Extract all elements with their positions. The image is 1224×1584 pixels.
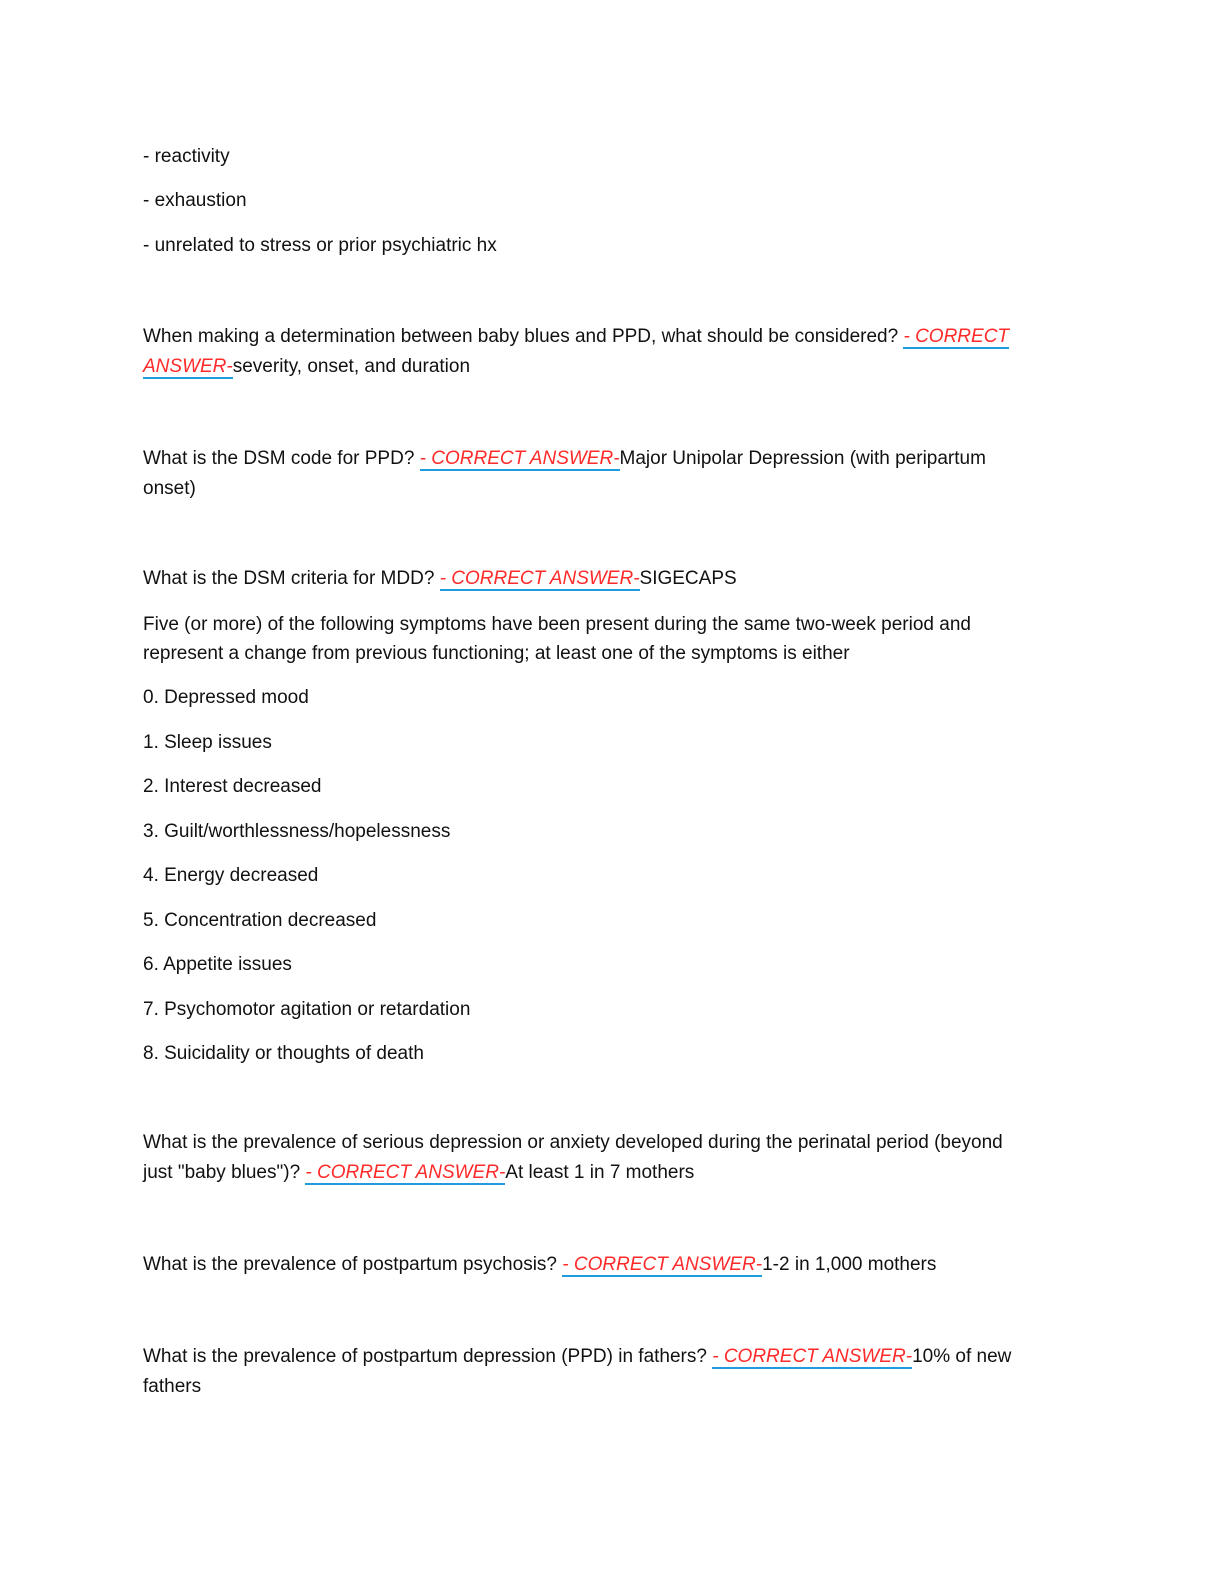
question-text: just "baby blues")? — [143, 1162, 301, 1183]
bullet-item: - exhaustion — [143, 190, 247, 211]
question-text: When making a determination between baby blues and PPD, what should be considered? — [143, 326, 899, 347]
question-6 — [143, 1342, 1011, 1372]
answer-text: severity, onset, and duration — [232, 356, 471, 377]
question-1-answer-line — [143, 352, 470, 382]
bullet-item: - unrelated to stress or prior psychiatric hx — [143, 235, 497, 256]
question-4-line-2 — [143, 1158, 694, 1188]
question-text: What is the DSM criteria for MDD? — [143, 568, 435, 589]
question-text: What is the prevalence of postpartum psychosis? — [143, 1254, 557, 1275]
answer-text: SIGECAPS — [639, 568, 737, 589]
answer-continuation: onset) — [143, 478, 196, 499]
question-text: What is the prevalence of postpartum depression (PPD) in fathers? — [143, 1346, 707, 1367]
criteria-item: 4. Energy decreased — [143, 865, 319, 886]
question-5 — [143, 1250, 936, 1280]
criteria-item: 8. Suicidality or thoughts of death — [143, 1043, 424, 1064]
criteria-item: 0. Depressed mood — [143, 687, 309, 708]
criteria-item: 7. Psychomotor agitation or retardation — [143, 999, 471, 1020]
criteria-paragraph-line: Five (or more) of the following symptoms have been present during the same two-week period and — [143, 614, 971, 635]
correct-answer-marker: - CORRECT ANSWER- — [439, 568, 640, 589]
criteria-item: 1. Sleep issues — [143, 732, 272, 753]
correct-answer-marker: - CORRECT — [903, 326, 1010, 347]
answer-text: At least 1 in 7 mothers — [505, 1162, 695, 1183]
correct-answer-marker: ANSWER- — [143, 356, 233, 377]
question-1 — [143, 322, 1009, 352]
answer-text: Major Unipolar Depression (with peripartum — [619, 448, 986, 469]
criteria-item: 2. Interest decreased — [143, 776, 322, 797]
question-3 — [143, 564, 737, 594]
answer-continuation: fathers — [143, 1376, 202, 1397]
criteria-item: 5. Concentration decreased — [143, 910, 377, 931]
criteria-item: 6. Appetite issues — [143, 954, 292, 975]
correct-answer-marker: - CORRECT ANSWER- — [419, 448, 620, 469]
criteria-paragraph-line: represent a change from previous functioning; at least one of the symptoms is either — [143, 643, 850, 664]
question-text: What is the DSM code for PPD? — [143, 448, 415, 469]
answer-text: 1-2 in 1,000 mothers — [762, 1254, 937, 1275]
question-2 — [143, 444, 986, 474]
correct-answer-marker: - CORRECT ANSWER- — [305, 1162, 506, 1183]
bullet-item: - reactivity — [143, 146, 230, 167]
criteria-item: 3. Guilt/worthlessness/hopelessness — [143, 821, 451, 842]
correct-answer-marker: - CORRECT ANSWER- — [712, 1346, 913, 1367]
answer-text: 10% of new — [912, 1346, 1012, 1367]
question-4: What is the prevalence of serious depression or anxiety developed during the perinatal period (beyond — [143, 1132, 1003, 1153]
correct-answer-marker: - CORRECT ANSWER- — [562, 1254, 763, 1275]
